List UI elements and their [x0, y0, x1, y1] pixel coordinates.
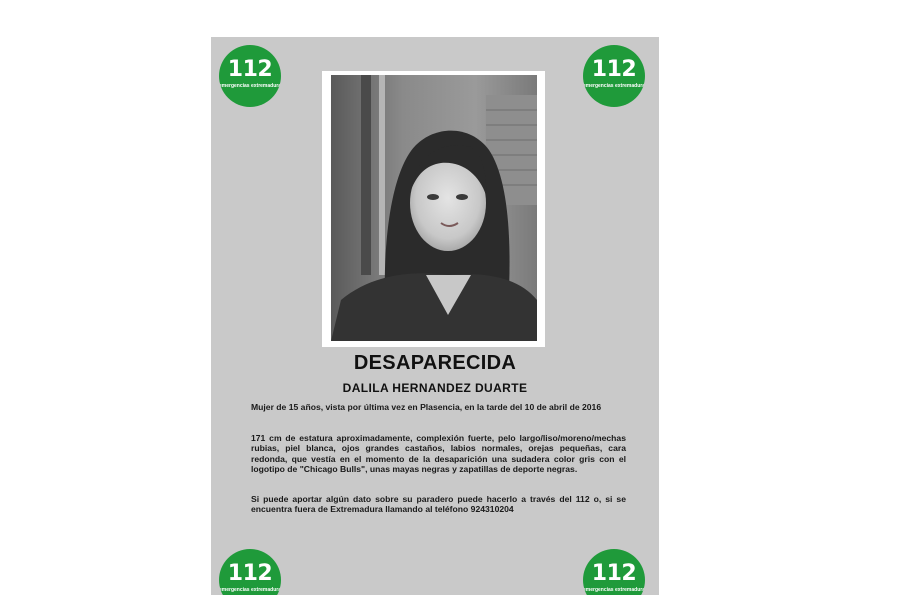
sighting-paragraph: Mujer de 15 años, vista por última vez en Plasencia, en la tarde del 10 de abril de 2016: [251, 402, 602, 412]
logo-subtitle: emergencias extremadura: [219, 587, 281, 593]
logo-number: 112: [227, 561, 273, 586]
poster-title: DESAPARECIDA: [353, 352, 517, 374]
logo-number: 112: [591, 561, 637, 586]
logo-112-bottom-left: [219, 549, 281, 595]
missing-person-name: DALILA HERNANDEZ DUARTE: [342, 381, 528, 395]
logo-112-top-left: [219, 45, 281, 107]
logo-112-top-right: [583, 45, 645, 107]
contact-paragraph: Si puede aportar algún dato sobre su paradero puede hacerlo a través del 112 o, si se encuentra fuera de Extremadura llamando al teléfono 924310204: [251, 494, 626, 515]
logo-number: 112: [227, 57, 273, 82]
missing-person-photo: [322, 71, 545, 347]
logo-subtitle: emergencias extremadura: [583, 83, 645, 89]
missing-person-poster: [211, 37, 659, 595]
portrait-image: [331, 75, 537, 341]
logo-112-bottom-right: [583, 549, 645, 595]
logo-number: 112: [591, 57, 637, 82]
description-paragraph: 171 cm de estatura aproximadamente, complexión fuerte, pelo largo/liso/moreno/mechas rubias, piel blanca, ojos grandes castaños, labios normales, orejas pequeñas, cara redonda, que vestía en el momento de la desaparición una sudadera color gris con el logotipo de "Chicago Bulls", unas mayas negras y zapatillas de deporte negras.: [251, 433, 626, 475]
logo-subtitle: emergencias extremadura: [219, 83, 281, 89]
logo-subtitle: emergencias extremadura: [583, 587, 645, 593]
